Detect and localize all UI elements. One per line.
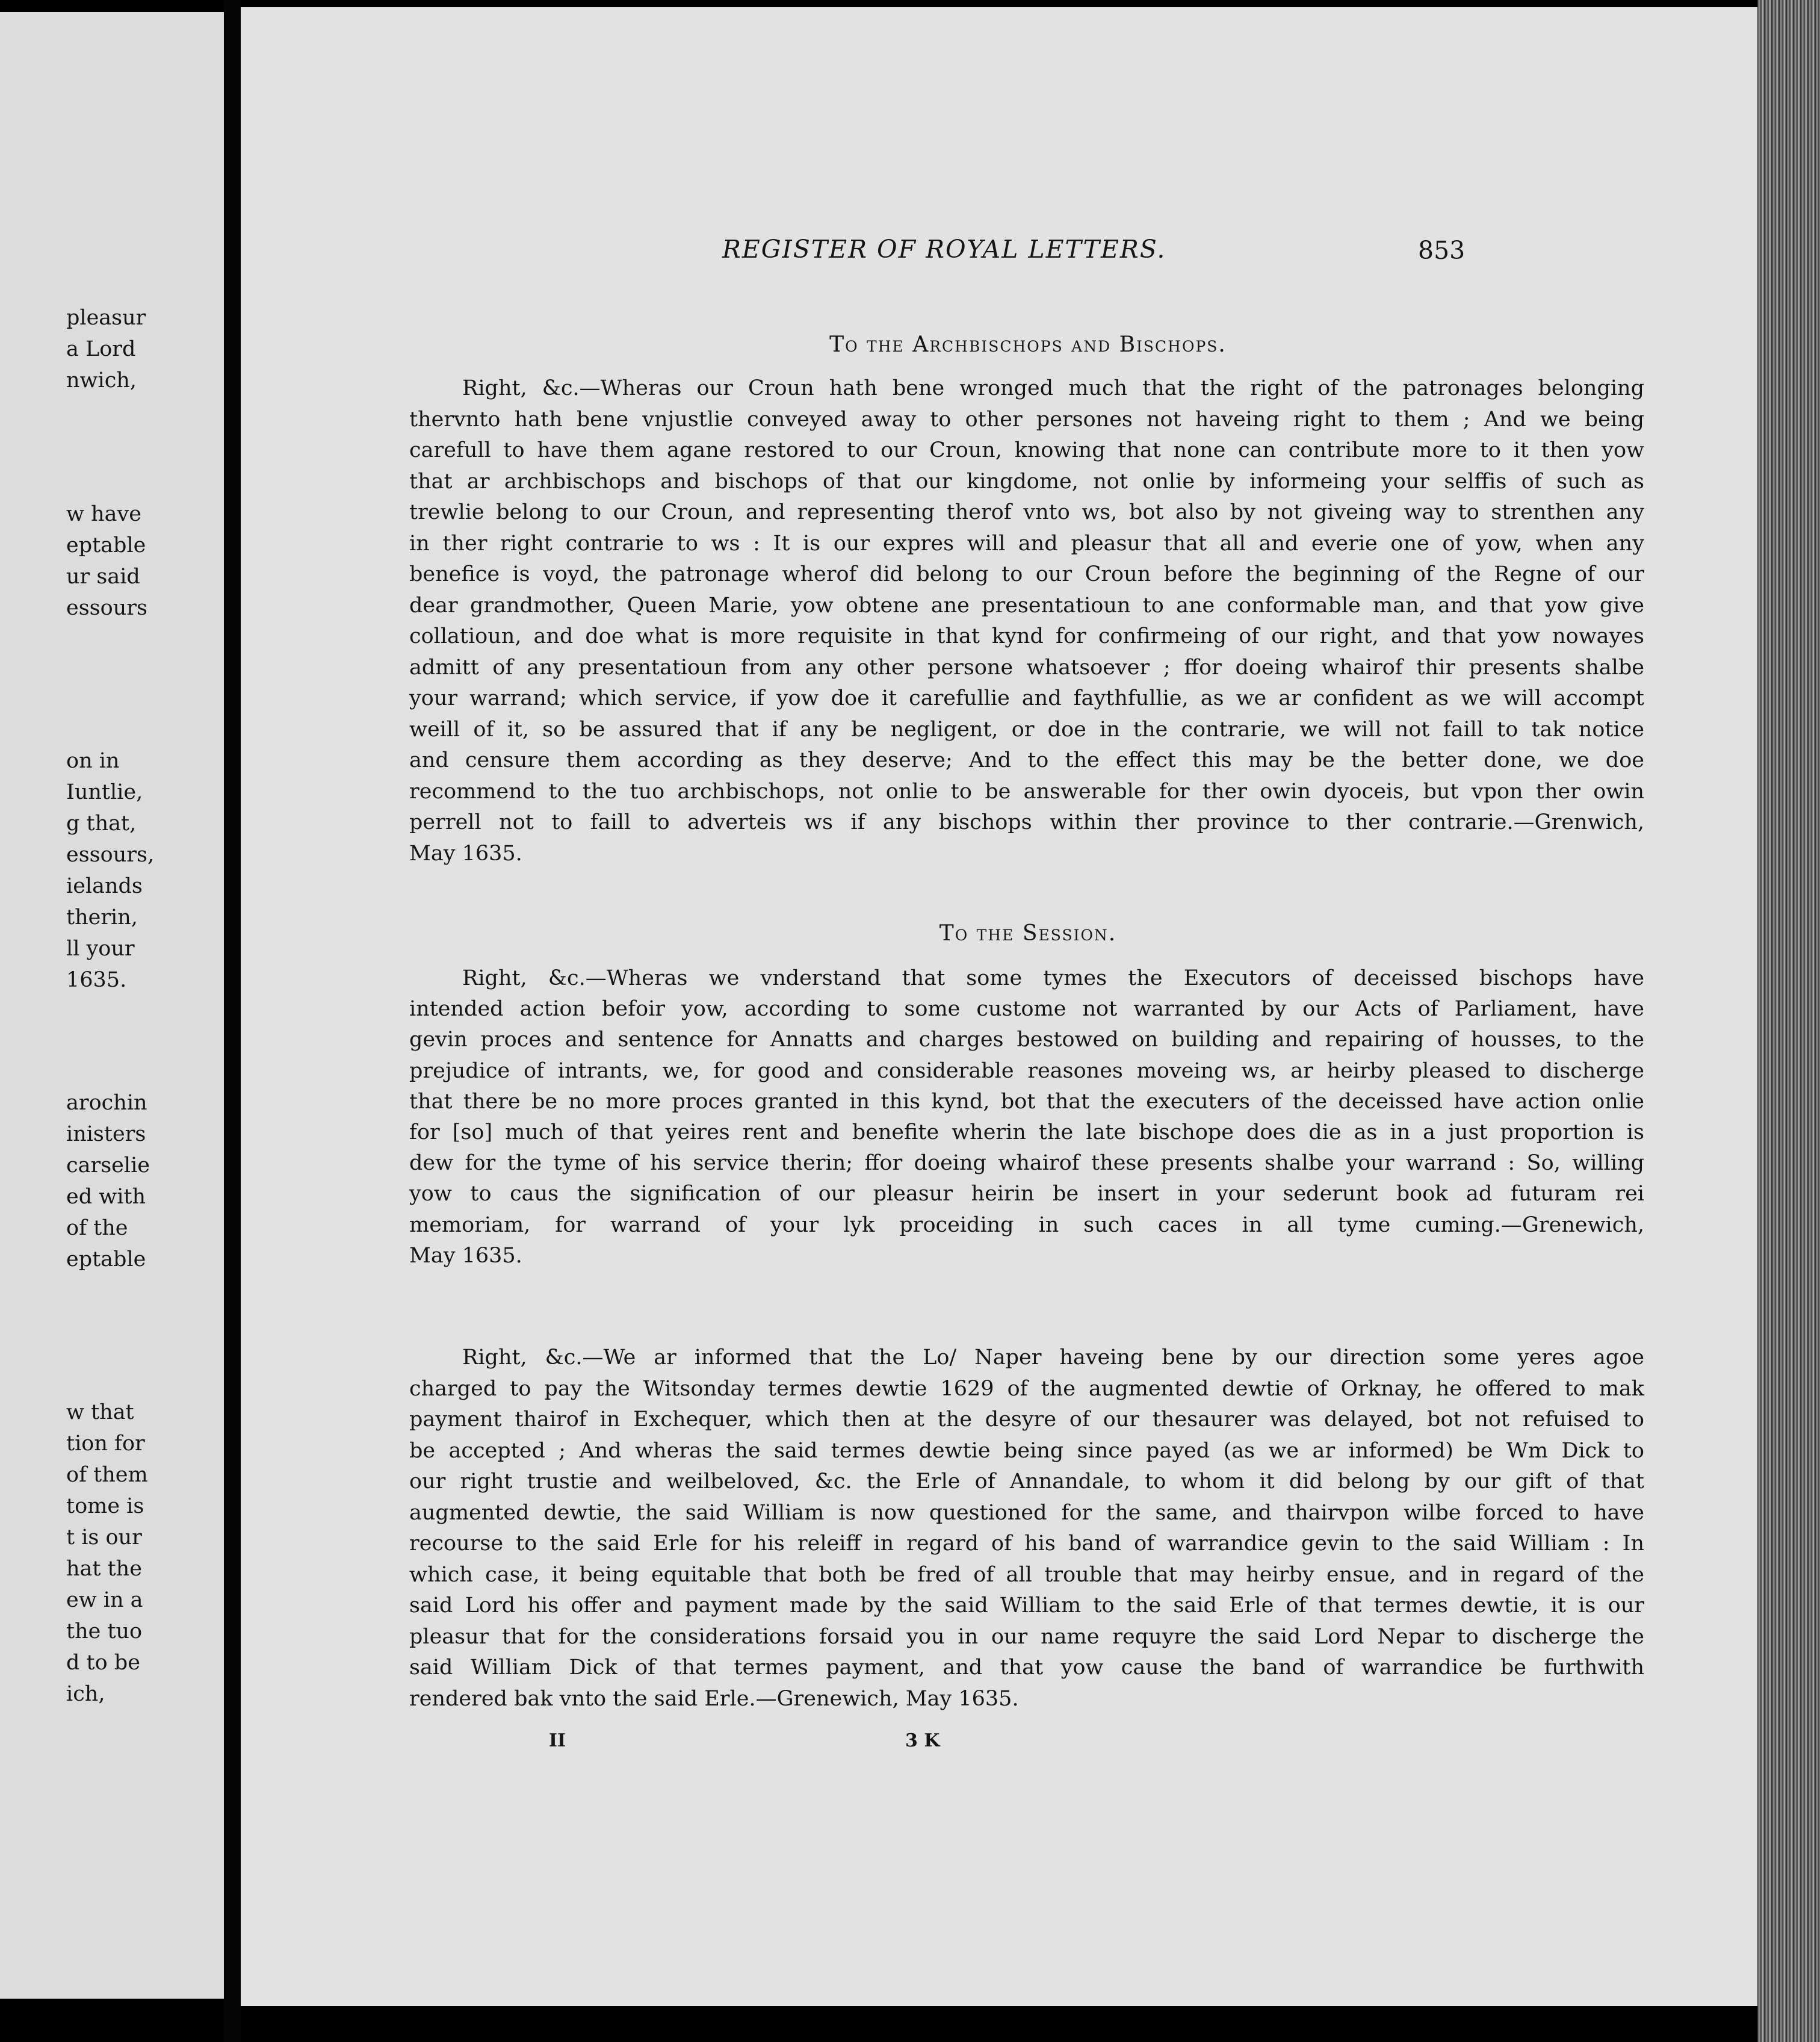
text-line: perrell not to faill to adverteis ws if any bischops within ther province to ther contrarie.—Grenwich, [409,810,1644,834]
left-page-line: a Lord [66,337,136,361]
text-line: dear grandmother, Queen Marie, yow obtene ane presentatioun to ane conformable man, and that yow give [409,594,1644,618]
left-page-line: inisters [66,1122,146,1146]
left-page-line: g that, [66,812,137,836]
text-line: recourse to the said Erle for his releiff in regard of his band of warrandice gevin to the said William : In [409,1532,1644,1556]
left-page-line: hat the [66,1557,142,1581]
text-line: augmented dewtie, the said William is now questioned for the same, and thairvpon wilbe forced to have [409,1501,1644,1525]
text-line: collatioun, and doe what is more requisite in that kynd for confirmeing of our right, and that yow nowayes [409,624,1644,648]
left-page-line: carselie [66,1153,150,1178]
text-line: that there be no more proces granted in this kynd, bot that the executers of the deceissed have action onlie [409,1090,1644,1114]
letter-heading: To the Session. [939,921,1117,946]
left-page-line: essours [66,596,147,620]
left-page-line: ed with [66,1185,146,1209]
left-page-line: w that [66,1400,134,1424]
text-line: gevin proces and sentence for Annatts and charges bestowed on building and repairing of housses, to the [409,1028,1644,1052]
left-page-line: Iuntlie, [66,780,143,804]
signature-mark: 3 K [905,1730,940,1751]
left-page-line: eptable [66,1247,146,1271]
text-line: Right, &c.—Wheras our Croun hath bene wronged much that the right of the patronages belonging [462,376,1644,400]
right-page [241,7,1757,2006]
text-line: May 1635. [409,1244,522,1268]
left-page-line: arochin [66,1091,147,1115]
book-gutter [224,0,241,2042]
left-page-line: of the [66,1216,128,1240]
text-line: Right, &c.—We ar informed that the Lo/ Naper haveing bene by our direction some yeres agoe [462,1345,1644,1370]
volume-mark: II [549,1730,566,1751]
left-page-line: w have [66,502,141,526]
left-page-line: ielands [66,874,143,898]
text-line: benefice is voyd, the patronage wherof did belong to our Croun before the beginning of the Regne of our [409,562,1644,586]
text-line: dew for the tyme of his service therin; ffor doeing whairof these presents shalbe your warrand : So, willing [409,1151,1644,1175]
text-line: trewlie belong to our Croun, and representing therof vnto ws, bot also by not giveing way to strenthen any [409,500,1644,524]
left-page-line: tome is [66,1494,144,1518]
left-page-line: 1635. [66,968,127,992]
text-line: charged to pay the Witsonday termes dewtie 1629 of the augmented dewtie of Orknay, he offered to mak [409,1377,1644,1401]
page-number: 853 [1418,236,1466,265]
text-line: our right trustie and weilbeloved, &c. the Erle of Annandale, to whom it did belong by our gift of that [409,1469,1644,1494]
text-line: pleasur that for the considerations forsaid you in our name requyre the said Lord Nepar to discherge the [409,1625,1644,1649]
text-line: said William Dick of that termes payment, and that yow cause the band of warrandice be furthwith [409,1656,1644,1680]
text-line: Right, &c.—Wheras we vnderstand that some tymes the Executors of deceissed bischops have [462,966,1644,990]
text-line: carefull to have them agane restored to our Croun, knowing that none can contribute more to it then yow [409,438,1644,462]
left-page-fragment [0,12,224,1999]
text-line: intended action befoir yow, according to some custome not warranted by our Acts of Parliament, have [409,997,1644,1021]
running-head: REGISTER OF ROYAL LETTERS. [722,235,1166,264]
text-line: prejudice of intrants, we, for good and considerable reasones moveing ws, ar heirby pleased to discherge [409,1059,1644,1083]
left-page-line: essours, [66,843,155,867]
text-line: thervnto hath bene vnjustlie conveyed away to other persones not haveing right to them ; And we being [409,408,1644,432]
text-line: said Lord his offer and payment made by the said William to the said Erle of that termes dewtie, it is our [409,1594,1644,1618]
letter-heading: To the Archbischops and Bischops. [829,332,1227,357]
text-line: and censure them according as they deserve; And to the effect this may be the better done, we doe [409,748,1644,772]
text-line: May 1635. [409,842,522,866]
text-line: memoriam, for warrand of your lyk proceiding in such caces in all tyme cuming.—Grenewich, [409,1213,1644,1237]
text-line: which case, it being equitable that both be fred of all trouble that may heirby ensue, and in regard of the [409,1563,1644,1587]
left-page-line: of them [66,1463,148,1487]
left-page-line: nwich, [66,368,137,393]
left-page-line: ll your [66,937,135,961]
text-line: admitt of any presentatioun from any other persone whatsoever ; ffor doeing whairof thir presents shalbe [409,656,1644,680]
left-page-line: on in [66,749,120,773]
left-page-line: therin, [66,905,138,929]
text-line: yow to caus the signification of our pleasur heirin be insert in your sederunt book ad futuram rei [409,1182,1644,1206]
text-line: be accepted ; And wheras the said termes dewtie being since payed (as we ar informed) be Wm Dick to [409,1439,1644,1463]
text-line: your warrand; which service, if yow doe it carefullie and faythfullie, as we ar confident as we will accompt [409,686,1644,710]
left-page-line: tion for [66,1432,145,1456]
left-page-line: ich, [66,1682,105,1706]
left-page-line: ur said [66,565,140,589]
left-page-line: eptable [66,533,146,557]
left-page-line: the tuo [66,1619,143,1643]
text-line: for [so] much of that yeires rent and benefite wherin the late bischope does die as in a just proportion is [409,1120,1644,1144]
text-line: that ar archbischops and bischops of that our kingdome, not onlie by informeing your selffis of such as [409,470,1644,494]
text-line: recommend to the tuo archbischops, not onlie to be answerable for ther owin dyoceis, but vpon ther owin [409,780,1644,804]
left-page-line: pleasur [66,306,146,330]
left-page-line: ew in a [66,1588,143,1612]
text-line: weill of it, so be assured that if any be negligent, or doe in the contrarie, we will not faill to tak notice [409,718,1644,742]
text-line: payment thairof in Exchequer, which then at the desyre of our thesaurer was delayed, bot not refuised to [409,1407,1644,1432]
text-line: rendered bak vnto the said Erle.—Grenewich, May 1635. [409,1687,1019,1711]
page-edges [1757,0,1820,2042]
left-page-line: d to be [66,1651,140,1675]
text-line: in ther right contrarie to ws : It is our expres will and pleasur that all and everie one of yow, when any [409,532,1644,556]
left-page-line: t is our [66,1525,142,1550]
